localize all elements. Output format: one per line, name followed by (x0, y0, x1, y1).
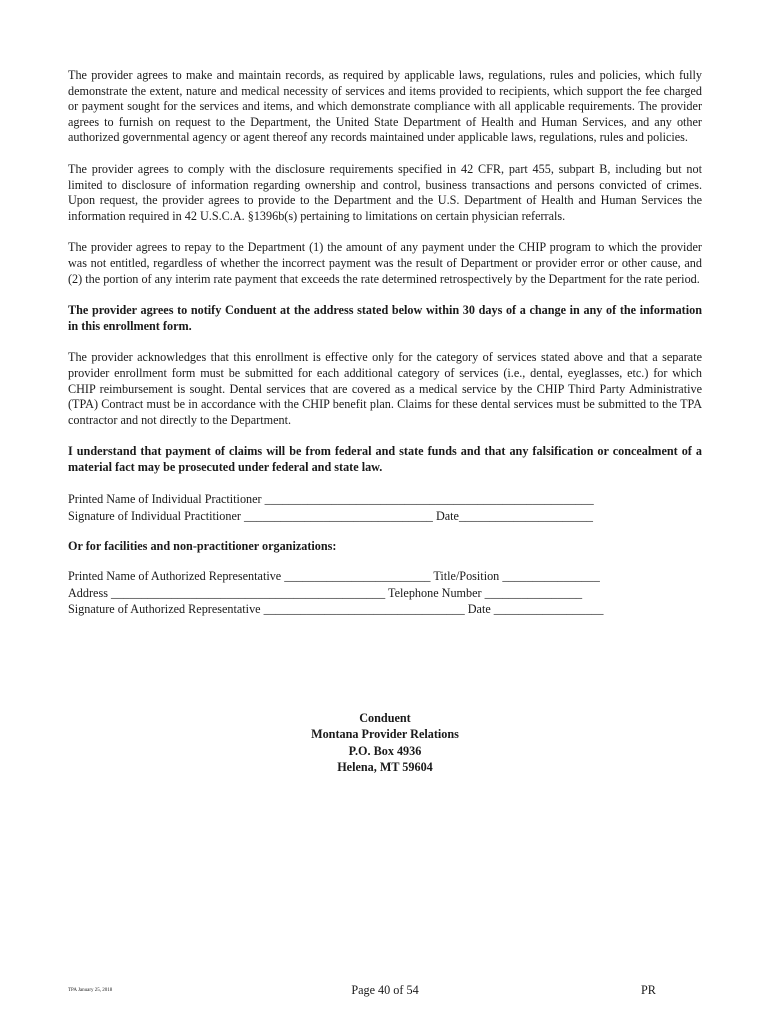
mailing-address (0, 710, 770, 775)
address-city-state: Helena, MT 59604 (337, 759, 433, 774)
footer-section-code: PR (641, 983, 656, 997)
notify-paragraph: The provider agrees to notify Conduent at the address stated below within 30 days of a change in any of the information in this enrollment form. (68, 303, 702, 333)
address-company: Conduent (359, 711, 411, 725)
authorized-representative-form (68, 568, 702, 618)
facilities-heading: Or for facilities and non-practitioner organizations: (68, 539, 337, 554)
address-po-box: P.O. Box 4936 (348, 743, 422, 758)
records-paragraph: The provider agrees to make and maintain records, as required by applicable laws, regulations, rules and policies, which fully demonstrate the extent, nature and medical necessity of services and items provided to recipients, which support the fee charged or payment sought for the services and items, and which demonstrate compliance with all applicable requirements. The provider agrees to furnish on request to the Department, the United State Department of Health and Human Services, and any other authorized governmental agency or agent thereof any records maintained under applicable laws, regulations, rules and policies. (68, 68, 702, 145)
representative-printed-name-field[interactable]: Printed Name of Authorized Representative ________________________ Title/Position ________________ (68, 569, 600, 584)
address-department: Montana Provider Relations (311, 727, 459, 742)
representative-signature-field[interactable]: Signature of Authorized Representative _________________________________ Date __________________ (68, 602, 604, 617)
repay-paragraph: The provider agrees to repay to the Department (1) the amount of any payment under the CHIP program to which the provider was not entitled, regardless of whether the incorrect payment was the result of Department or provider error or other cause, and (2) the portion of any interim rate payment that exceeds the rate determined retrospectively by the Department for the rate period. (68, 240, 702, 286)
individual-printed-name-field[interactable]: Printed Name of Individual Practitioner ______________________________________________________ (68, 492, 594, 507)
disclosure-paragraph: The provider agrees to comply with the disclosure requirements specified in 42 CFR, part 455, subpart B, including but not limited to disclosure of information regarding ownership and control, business transactions and persons convicted of crimes. Upon request, the provider agrees to provide to the Department and the U.S. Department of Health and Human Services the information required in 42 U.S.C.A. §1396b(s) pertaining to limitations on certain physician referrals. (68, 161, 702, 223)
footer-page-number: Page 40 of 54 (351, 983, 419, 997)
individual-signature-field[interactable]: Signature of Individual Practitioner _______________________________ Date______________________ (68, 508, 594, 523)
individual-practitioner-form (68, 491, 702, 524)
document-body (68, 68, 702, 632)
representative-address-field[interactable]: Address _____________________________________________ Telephone Number ________________ (68, 585, 583, 600)
certification-statement: I understand that payment of claims will be from federal and state funds and that any falsification or concealment of a material fact may be prosecuted under federal and state law. (68, 444, 702, 474)
acknowledge-paragraph: The provider acknowledges that this enrollment is effective only for the category of services stated above and that a separate provider enrollment form must be submitted for each additional category of services (i.e., dental, eyeglasses, etc.) for which CHIP reimbursement is sought. Dental services that are covered as a medical service by the CHIP Third Party Administrative (TPA) Contract must be in accordance with the CHIP benefit plan. Claims for these dental services must be submitted to the TPA contractor and not directly to the Department. (68, 350, 702, 427)
footer-revision-date: TPA January 25, 2018 (68, 988, 113, 993)
